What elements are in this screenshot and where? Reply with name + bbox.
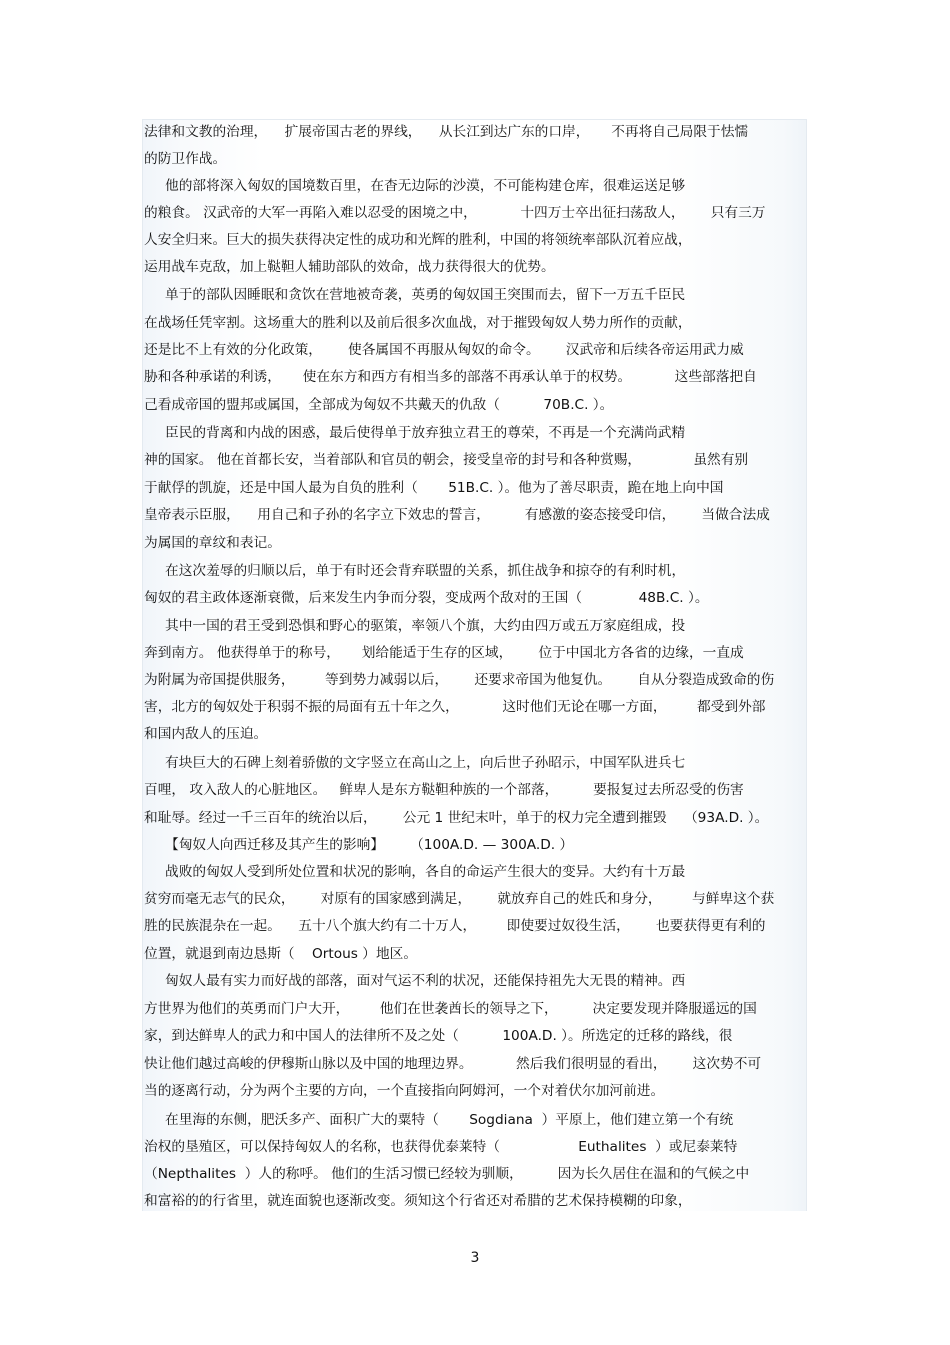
text-line: 他的部将深入匈奴的国境数百里，在杳无边际的沙漠，不可能构建仓库，很难运送足够 xyxy=(165,178,686,194)
page-number: 3 xyxy=(470,1250,480,1266)
text-line: 法律和文教的治理， 扩展帝国古老的界线， 从长江到达广东的口岸， 不再将自己局限于怯懦 xyxy=(144,124,749,140)
text-line: 为属国的章纹和表记。 xyxy=(144,535,281,551)
text-line: 当的逐离行动，分为两个主要的方向，一个直接指向阿姆河，一个对着伏尔加河前进。 xyxy=(144,1083,665,1099)
text-line: 神的国家。 他在首都长安，当着部队和官员的朝会，接受皇帝的封号和各种赏赐， 虽然有别 xyxy=(144,452,749,468)
text-line: 战败的匈奴人受到所处位置和状况的影响，各自的命运产生很大的变异。大约有十万最 xyxy=(165,864,686,880)
text-line: 臣民的背离和内战的困惑，最后使得单于放弃独立君王的尊荣，不再是一个充满尚武精 xyxy=(165,425,686,441)
text-line: 运用战车克敌，加上鞑靼人辅助部队的效命，战力获得很大的优势。 xyxy=(144,259,555,275)
text-line: 皇帝表示臣服， 用自己和子孙的名字立下效忠的誓言， 有感激的姿态接受印信， 当做合法成 xyxy=(144,507,770,523)
section-heading: 【匈奴人向西迁移及其产生的影响】 （100A.D. — 300A.D. ） xyxy=(165,837,574,853)
text-line: （Nepthalites ）人的称呼。 他们的生活习惯已经较为驯顺， 因为长久居住在温和的气候之中 xyxy=(144,1166,750,1182)
text-line: 百哩， 攻入敌人的心脏地区。 鲜卑人是东方鞑靼种族的一个部落， 要报复过去所忍受的伤害 xyxy=(144,782,744,798)
text-line: 匈奴人最有实力而好战的部落，面对气运不利的状况，还能保持祖先大无畏的精神。西 xyxy=(165,973,686,989)
text-line: 还是比不上有效的分化政策， 使各属国不再服从匈奴的命令。 汉武帝和后续各帝运用武力威 xyxy=(144,342,744,358)
text-line: 在里海的东侧，肥沃多产、面积广大的粟特（ Sogdiana ）平原上，他们建立第一个有统 xyxy=(165,1112,734,1128)
text-line: 于献俘的凯旋，还是中国人最为自负的胜利（ 51B.C. ）。他为了善尽职责，跪在地上向中国 xyxy=(144,480,724,496)
text-line: 家，到达鲜卑人的武力和中国人的法律所不及之处（ 100A.D. ）。所选定的迁移的路线，很 xyxy=(144,1028,733,1044)
text-line: 方世界为他们的英勇而门户大开， 他们在世袭酋长的领导之下， 决定要发现并降服遥远的国 xyxy=(144,1001,757,1017)
text-line: 胜的民族混杂在一起。 五十八个旗大约有二十万人， 即使要过奴役生活， 也要获得更有利的 xyxy=(144,918,766,934)
text-line: 在战场任凭宰割。这场重大的胜利以及前后很多次血战，对于摧毁匈奴人势力所作的贡献， xyxy=(144,315,692,331)
text-line: 己看成帝国的盟邦或属国，全部成为匈奴不共戴天的仇敌（ 70B.C. ）。 xyxy=(144,397,614,413)
text-line: 治权的垦殖区，可以保持匈奴人的名称，也获得优泰莱特（ Euthalites ）或尼泰莱特 xyxy=(144,1139,738,1155)
text-line: 害，北方的匈奴处于积弱不振的局面有五十年之久， 这时他们无论在哪一方面， 都受到外部 xyxy=(144,699,766,715)
text-line: 其中一国的君王受到恐惧和野心的驱策，率领八个旗，大约由四万或五万家庭组成，投 xyxy=(165,618,686,634)
text-line: 匈奴的君主政体逐渐衰微，后来发生内争而分裂，变成两个敌对的王国（ 48B.C. ）。 xyxy=(144,590,709,606)
text-line: 有块巨大的石碑上刻着骄傲的文字竖立在高山之上，向后世子孙昭示，中国军队进兵七 xyxy=(165,755,686,771)
text-line: 和富裕的的行省里，就连面貌也逐渐改变。须知这个行省还对希腊的艺术保持模糊的印象， xyxy=(144,1193,692,1209)
text-line: 的防卫作战。 xyxy=(144,151,227,167)
text-line: 的粮食。 汉武帝的大军一再陷入难以忍受的困境之中， 十四万士卒出征扫荡敌人， 只有三万 xyxy=(144,205,766,221)
text-line: 快让他们越过高峻的伊穆斯山脉以及中国的地理边界。 然后我们很明显的看出， 这次势不可 xyxy=(144,1056,762,1072)
text-line: 和耻辱。经过一千三百年的统治以后， 公元 1 世纪末叶，单于的权力完全遭到摧毁 （93A.D. ）。 xyxy=(144,810,769,826)
text-line: 胁和各种承诺的利诱， 使在东方和西方有相当多的部落不再承认单于的权势。 这些部落把自 xyxy=(144,369,757,385)
text-line: 和国内敌人的压迫。 xyxy=(144,726,268,742)
text-line: 为附属为帝国提供服务， 等到势力减弱以后， 还要求帝国为他复仇。 自从分裂造成致命的伤 xyxy=(144,672,775,688)
text-line: 位置，就退到南边恳斯（ Ortous ）地区。 xyxy=(144,946,418,962)
text-line: 贫穷而毫无志气的民众， 对原有的国家感到满足， 就放弃自己的姓氏和身分， 与鲜卑这个获 xyxy=(144,891,775,907)
text-line: 单于的部队因睡眠和贪饮在营地被奇袭，英勇的匈奴国王突围而去，留下一万五千臣民 xyxy=(165,287,686,303)
text-line: 在这次羞辱的归顺以后，单于有时还会背弃联盟的关系，抓住战争和掠夺的有利时机， xyxy=(165,563,686,579)
text-line: 奔到南方。 他获得单于的称号， 划给能适于生存的区域， 位于中国北方各省的边缘，一直成 xyxy=(144,645,744,661)
text-line: 人安全归来。巨大的损失获得决定性的成功和光辉的胜利，中国的将领统率部队沉着应战， xyxy=(144,232,692,248)
